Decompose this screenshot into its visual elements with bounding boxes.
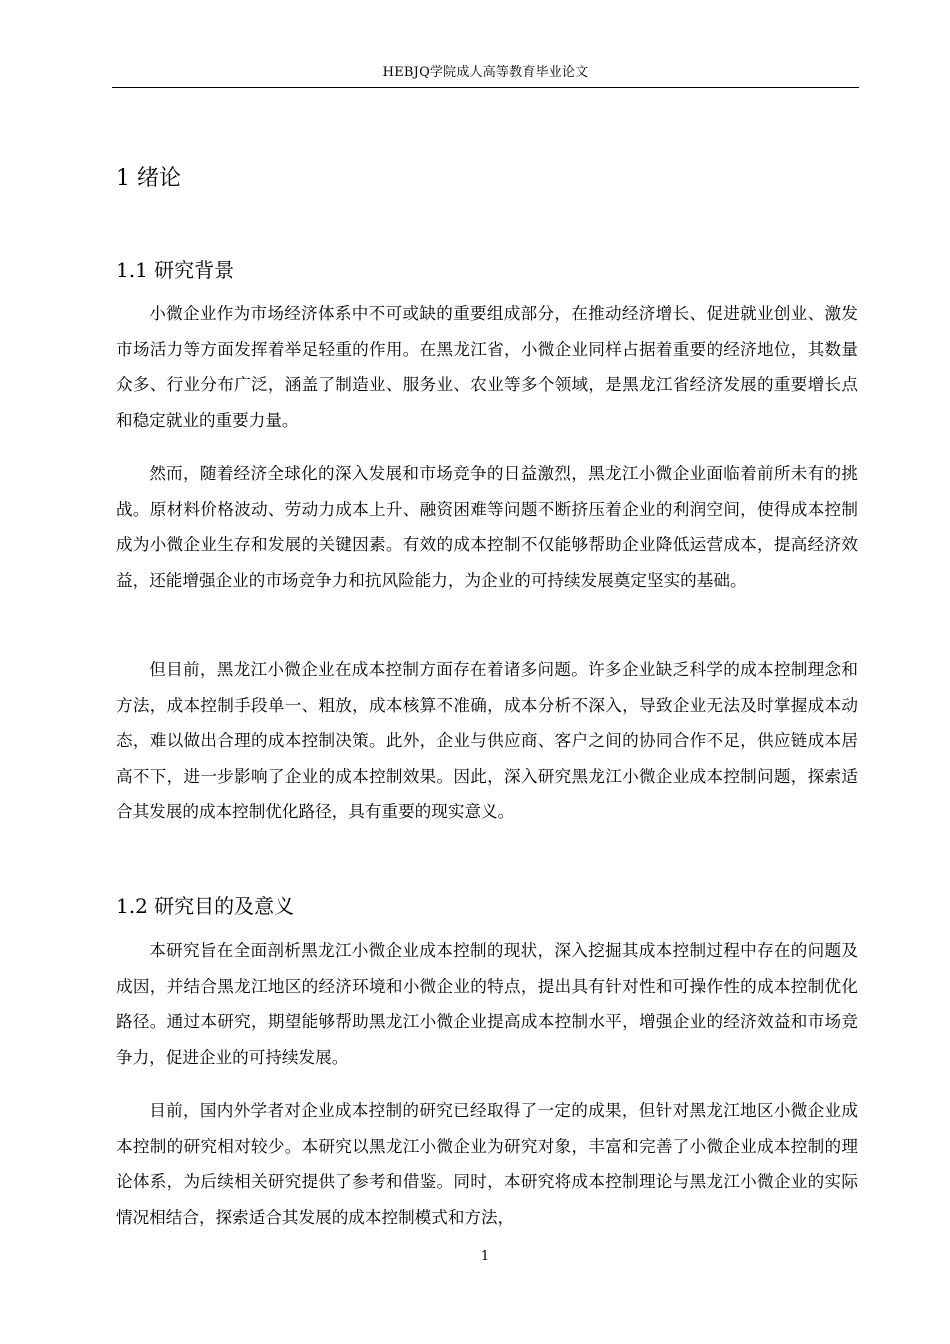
- page-number: 1: [480, 1249, 490, 1264]
- section-title-1-2: 1.2 研究目的及意义: [116, 894, 295, 918]
- running-header: HEBJQ学院成人高等教育毕业论文: [382, 65, 589, 80]
- paragraph: 但目前，黑龙江小微企业在成本控制方面存在着诸多问题。许多企业缺乏科学的成本控制理念和方法，成本控制手段单一、粗放，成本核算不准确，成本分析不深入，导致企业无法及时掌握成本动态，难以做出合理的成本控制决策。此外，企业与供应商、客户之间的协同合作不足，供应链成本居高不下，进一步影响了企业的成本控制效果。因此，深入研究黑龙江小微企业成本控制问题，探索适合其发展的成本控制优化路径，具有重要的现实意义。: [116, 660, 858, 821]
- paragraph: 本研究旨在全面剖析黑龙江小微企业成本控制的现状，深入挖掘其成本控制过程中存在的问题及成因，并结合黑龙江地区的经济环境和小微企业的特点，提出具有针对性和可操作性的成本控制优化路径。通过本研究，期望能够帮助黑龙江小微企业提高成本控制水平，增强企业的经济效益和市场竞争力，促进企业的可持续发展。: [116, 941, 858, 1067]
- section-title-1-1: 1.1 研究背景: [116, 258, 235, 282]
- header-rule: [112, 87, 859, 88]
- chapter-title: 1 绪论: [116, 166, 181, 191]
- paragraph: 然而，随着经济全球化的深入发展和市场竞争的日益激烈，黑龙江小微企业面临着前所未有的挑战。原材料价格波动、劳动力成本上升、融资困难等问题不断挤压着企业的利润空间，使得成本控制成为小微企业生存和发展的关键因素。有效的成本控制不仅能够帮助企业降低运营成本，提高经济效益，还能增强企业的市场竞争力和抗风险能力，为企业的可持续发展奠定坚实的基础。: [116, 464, 858, 590]
- paragraph: 小微企业作为市场经济体系中不可或缺的重要组成部分，在推动经济增长、促进就业创业、激发市场活力等方面发挥着举足轻重的作用。在黑龙江省，小微企业同样占据着重要的经济地位，其数量众多、行业分布广泛，涵盖了制造业、服务业、农业等多个领域，是黑龙江省经济发展的重要增长点和稳定就业的重要力量。: [116, 304, 858, 430]
- paragraph: 目前，国内外学者对企业成本控制的研究已经取得了一定的成果，但针对黑龙江地区小微企业成本控制的研究相对较少。本研究以黑龙江小微企业为研究对象，丰富和完善了小微企业成本控制的理论体系，为后续相关研究提供了参考和借鉴。同时，本研究将成本控制理论与黑龙江小微企业的实际情况相结合，探索适合其发展的成本控制模式和方法，: [116, 1101, 858, 1227]
